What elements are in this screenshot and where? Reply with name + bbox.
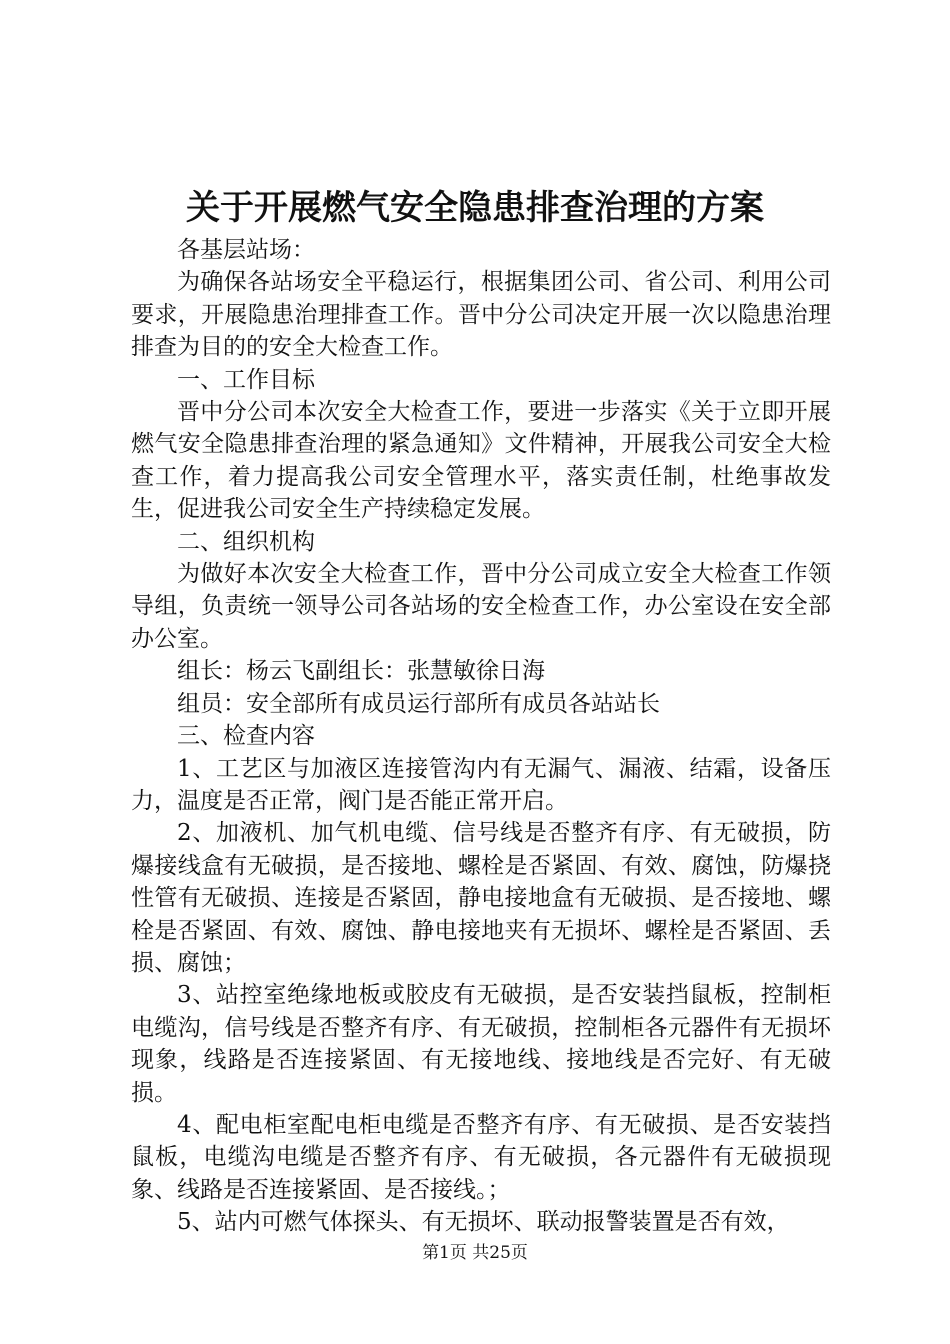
page-number-footer: 第1页 共25页 bbox=[422, 1243, 528, 1263]
section-heading-organization: 二、组织机构 bbox=[177, 528, 315, 555]
paragraph-members: 组员：安全部所有成员运行部所有成员各站站长 bbox=[177, 690, 660, 717]
paragraph-goal: 晋中分公司本次安全大检查工作，要进一步落实《关于立即开展燃气安全隐患排查治理的紧急通知》文件精神，开展我公司安全大检查工作，着力提高我公司安全管理水平，落实责任制，杜绝事故发生，促进我公司安全生产持续稳定发展。 bbox=[131, 399, 831, 523]
paragraph-item-5: 5、站内可燃气体探头、有无损坏、联动报警装置是否有效， bbox=[177, 1209, 790, 1236]
paragraph-item-4: 4、配电柜室配电柜电缆是否整齐有序、有无破损、是否安装挡鼠板，电缆沟电缆是否整齐有序、有无破损，各元器件有无破损现象、线路是否连接紧固、是否接线。； bbox=[131, 1111, 831, 1203]
salutation: 各基层站场： bbox=[177, 237, 315, 263]
document-title: 关于开展燃气安全隐患排查治理的方案 bbox=[186, 188, 764, 228]
paragraph-organization: 为做好本次安全大检查工作，晋中分公司成立安全大检查工作领导组，负责统一领导公司各站场的安全检查工作，办公室设在安全部办公室。 bbox=[131, 561, 831, 652]
paragraph-intro: 为确保各站场安全平稳运行，根据集团公司、省公司、利用公司要求，开展隐患治理排查工作。晋中分公司决定开展一次以隐患治理排查为目的的安全大检查工作。 bbox=[131, 269, 831, 361]
document-body bbox=[131, 234, 831, 1239]
paragraph-item-1: 1、工艺区与加液区连接管沟内有无漏气、漏液、结霜，设备压力，温度是否正常，阀门是否能正常开启。 bbox=[131, 755, 831, 814]
paragraph-item-2: 2、加液机、加气机电缆、信号线是否整齐有序、有无破损，防爆接线盒有无破损，是否接地、螺栓是否紧固、有效、腐蚀，防爆挠性管有无破损、连接是否紧固，静电接地盒有无破损、是否接地、螺栓是否紧固、有效、腐蚀、静电接地夹有无损坏、螺栓是否紧固、丢损、腐蚀； bbox=[131, 820, 831, 976]
paragraph-item-3: 3、站控室绝缘地板或胶皮有无破损，是否安装挡鼠板，控制柜电缆沟，信号线是否整齐有序、有无破损，控制柜各元器件有无损坏现象，线路是否连接紧固、有无接地线、接地线是否完好、有无破损。 bbox=[131, 982, 831, 1106]
section-heading-content: 三、检查内容 bbox=[177, 723, 315, 750]
paragraph-leaders: 组长：杨云飞副组长：张慧敏徐日海 bbox=[177, 658, 545, 685]
section-heading-goal: 一、工作目标 bbox=[177, 366, 315, 393]
